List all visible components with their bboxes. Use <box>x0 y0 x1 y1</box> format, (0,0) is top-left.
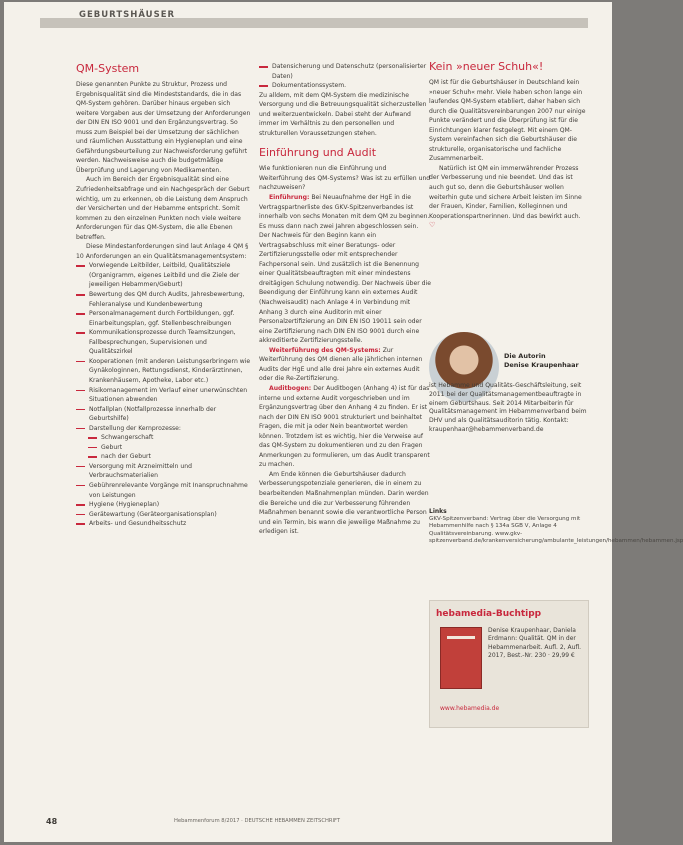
list-item: Vorwiegende Leitbilder, Leitbild, Qualitätsziele (Organigramm, eigenes Leitbild und die Ziele der jeweiligen Hebammen/Geburt) <box>76 261 252 290</box>
list-item: Dokumentationssystem. <box>259 81 431 91</box>
links-text[interactable]: GKV-Spitzenverband: Vertrag über die Versorgung mit Hebammenhilfe nach § 134a SGB V, Anlage 4 Qualitätsvereinbarung. www.gkv-spitzenverband.de/krankenversicherung/ambulante_leistungen/hebammen/hebammen.jsp <box>429 515 683 545</box>
list-item: Darstellung der Kernprozesse: <box>76 424 252 434</box>
book-cover <box>440 627 482 689</box>
heading-qm-system: QM-System <box>76 62 140 75</box>
heading-kein-neuer-schuh: Kein »neuer Schuh«! <box>429 60 544 73</box>
list-item: Versorgung mit Arzneimitteln und Verbrauchsmaterialien <box>76 462 252 481</box>
paragraph-auditbogen <box>259 384 431 470</box>
list-item: Schwangerschaft <box>88 433 252 443</box>
list-item: Bewertung des QM durch Audits, Jahresbewertung, Fehleranalyse und Kundenbewertung <box>76 290 252 309</box>
author-name: Denise Kraupenhaar <box>504 360 579 369</box>
links-box <box>429 508 683 546</box>
list-item: Personalmanagement durch Fortbildungen, ggf. Einarbeitungsplan, ggf. Stellenbeschreibungen <box>76 309 252 328</box>
list-item: Hygiene (Hygieneplan) <box>76 500 252 510</box>
book-details: Denise Kraupenhaar, Daniela Erdmann: Qualität. QM in der Hebammenarbeit. Aufl. 2, Aufl. 2017, Best.-Nr. 230 · 29,99 € <box>488 627 582 659</box>
heart-icon: ♡ <box>429 221 436 230</box>
paragraph-einfuehrung <box>259 193 431 346</box>
paragraph: Am Ende können die Geburtshäuser dadurch Verbesserungspotenziale generieren, die in einem zu bearbeitenden Maßnahmenplan münden. Darin werden die Bereiche und die zur Verbesserung führenden Maßnahmen benannt sowie die verantwortliche Person und ein Termin, bis wann die jeweilige Maßnahme zu erledigen ist. <box>259 470 429 536</box>
paragraph-text: Natürlich ist QM ein immerwährender Prozess der Verbesserung und nie beendet. Und das ist auch gut so, denn die Geburtshäuser wollen weiterhin gute und sichere Arbeit leisten im Sinne der Frauen, Kinder, Familien, Kolleginnen und Kooperationspartnerinnen. Und das bewirkt auch. <box>429 164 582 220</box>
core-process-list <box>76 433 252 462</box>
paragraph <box>429 164 587 231</box>
list-item: Notfallplan (Notfallprozesse innerhalb der Geburtshilfe) <box>76 405 252 424</box>
shop-link[interactable]: www.hebamedia.de <box>440 705 500 712</box>
paragraph: Diese Mindestanforderungen sind laut Anlage 4 QM § 10 Anforderungen an ein Qualitätsmanagementsystem: <box>76 243 249 260</box>
requirements-list-2 <box>76 462 252 529</box>
paragraph-weiterfuehrung <box>259 346 431 384</box>
links-title: Links <box>429 508 447 515</box>
author-box <box>504 352 587 370</box>
list-item: Gebührenrelevante Vorgänge mit Inanspruchnahme von Leistungen <box>76 481 252 500</box>
book-tip-header: hebamedia-Buchtipp <box>436 609 542 619</box>
paragraph: Wie funktionieren nun die Einführung und Weiterführung des QM-Systems? Was ist zu erfüllen und nachzuweisen? <box>259 165 431 192</box>
requirements-list <box>76 261 252 433</box>
paragraph: Diese genannten Punkte zu Struktur, Prozess und Ergebnisqualität sind die Mindeststandards, die in das QM-System gehören. Darüber hinaus ergeben sich weitere Vorgaben aus der Umsetzung der Anforderungen der DIN EN ISO 9001 und den Ergänzungsvertrag. So muss zum Beispiel bei der Umsetzung der sächlichen und räumlichen Ausstattung ein Hygieneplan und eine Gefährdungsbeurteilung zur Nachweisforderung geführt werden. Nachweisweise auch die budgetmäßige Überprüfung und Lagerung von Medikamenten. <box>76 81 251 174</box>
list-item: Datensicherung und Datenschutz (personalisierter Daten) <box>259 62 431 81</box>
footer-citation: Hebammenforum 8/2017 · DEUTSCHE HEBAMMEN ZEITSCHRIFT <box>174 818 341 824</box>
column-2 <box>259 62 431 802</box>
author-bio: ist Hebamme und Qualitäts-Geschäftsleitung, seit 2011 bei der Qualitätsmanagementbeauftragte in einem Geburtshaus. Seit 2014 Mitarbeiterin für Qualitätsmanagement im Hebammenverband beim DHV und als Qualitätsauditorin tätig. Kontakt: kraupenhaar@hebammenverband.de <box>429 382 587 433</box>
paragraph: Zu alldem, mit dem QM-System die medizinische Versorgung und die Betreuungsqualität sicherzustellen und weiterzuentwickeln. Dabei steht der Aufwand immer im Verhältnis zu den personellen und strukturellen Voraussetzungen stehen. <box>259 91 427 137</box>
list-item: Risikomanagement im Verlauf einer unerwünschten Situationen abwenden <box>76 386 252 405</box>
list-item: Geburt <box>88 443 252 453</box>
paragraph: Auch im Bereich der Ergebnisqualität sind eine Zufriedenheitsabfrage und ein Nachgespräch der Geburt wichtig, um zu erkennen, ob die Leistung dem Anspruch der Versicherten und der Hebamme entspricht. Somit kommen zu den einzelnen Punkten noch viele weitere Anforderungen für das QM-System, die alle Ebenen betreffen. <box>76 176 250 241</box>
list-item: Kommunikationsprozesse durch Teamsitzungen, Fallbesprechungen, Supervisionen und Qualitätszirkel <box>76 328 252 357</box>
list-item: nach der Geburt <box>88 452 252 462</box>
list-item: Gerätewartung (Geräteorganisationsplan) <box>76 510 252 520</box>
author-label: Die Autorin <box>504 352 546 360</box>
list-item: Kooperationen (mit anderen Leistungserbringern wie Gynäkologinnen, Rettungsdienst, Kinderärztinnen, Krankenhäusern, Apotheke, Labor etc.) <box>76 357 252 386</box>
book-tip-box <box>429 600 589 728</box>
run-in-label: Auditbogen: <box>269 384 312 392</box>
page-number: 48 <box>46 817 58 826</box>
requirements-list-cont <box>259 62 431 91</box>
heading-einfuehrung-audit: Einführung und Audit <box>259 146 377 160</box>
column-1 <box>76 62 252 802</box>
paragraph-text: Zur Weiterführung des QM dienen alle jährlichen internen Audits der HgE und alle drei Jahre ein externes Audit oder die Re-Zertifizierung. <box>259 346 423 383</box>
magazine-page <box>4 2 683 842</box>
list-item: Arbeits- und Gesundheitsschutz <box>76 519 252 529</box>
section-label: GEBURTSHÄUSER <box>79 10 176 20</box>
run-in-label: Weiterführung des QM-Systems: <box>269 346 381 354</box>
paragraph-text: Bei Neuaufnahme der HgE in die Vertragspartnerliste des GKV-Spitzenverbandes ist innerhalb von sechs Monaten mit dem QM zu beginnen. Es muss dann nach zwei Jahren abgeschlossen sein. Der Nachweis für den Beginn kann ein Vertragsabschluss mit einer Beratungs- oder Zertifizierungsstelle oder mit entsprechender Fachpersonal sein. Und zusätzlich ist die Benennung einer Qualitätsbeauftragten mit einer mindestens dreitägigen Schulung notwendig. Der Nachweis über die Beendigung der Einführung kann ein externes Audit (Nachweisaudit) nach Anlage 4 in Verbindung mit Anhang 3 durch eine Auditorin mit einer Personalzertifizierung an DIN EN ISO 19011 sein oder eine Zertifizierung nach DIN EN ISO 9001 durch eine akkreditierte Zertifizierungsstelle. <box>259 194 431 345</box>
run-in-label: Einführung: <box>269 194 310 202</box>
paragraph: QM ist für die Geburtshäuser in Deutschland kein »neuer Schuh« mehr. Viele haben schon lange ein laufendes QM-System etabliert, daher haben sich durch die Qualitätsvereinbarungen 2007 nur einige Punkte verändert und die Überprüfung ist für die Einrichtungen klarer festgelegt. Mit einem QM-System vereinfachen sich die Geburtshäuser die strukturelle, organisatorische und fachliche Zusammenarbeit. <box>429 79 586 163</box>
paragraph-text: Der Auditbogen (Anhang 4) ist für das interne und externe Audit vorgeschrieben und im Ergänzungsvertrag über den Anhang 4 zu finden. Er ist nach der DIN EN ISO 9001 strukturiert und beinhaltet Fragen, die mit ja oder Nein beantwortet werden können. Trotzdem ist es wichtig, hier die Verweise auf das QM-System zu dokumentieren und zu den Fragen Anmerkungen zu formulieren, um das Audit transparent zu machen. <box>259 384 430 469</box>
